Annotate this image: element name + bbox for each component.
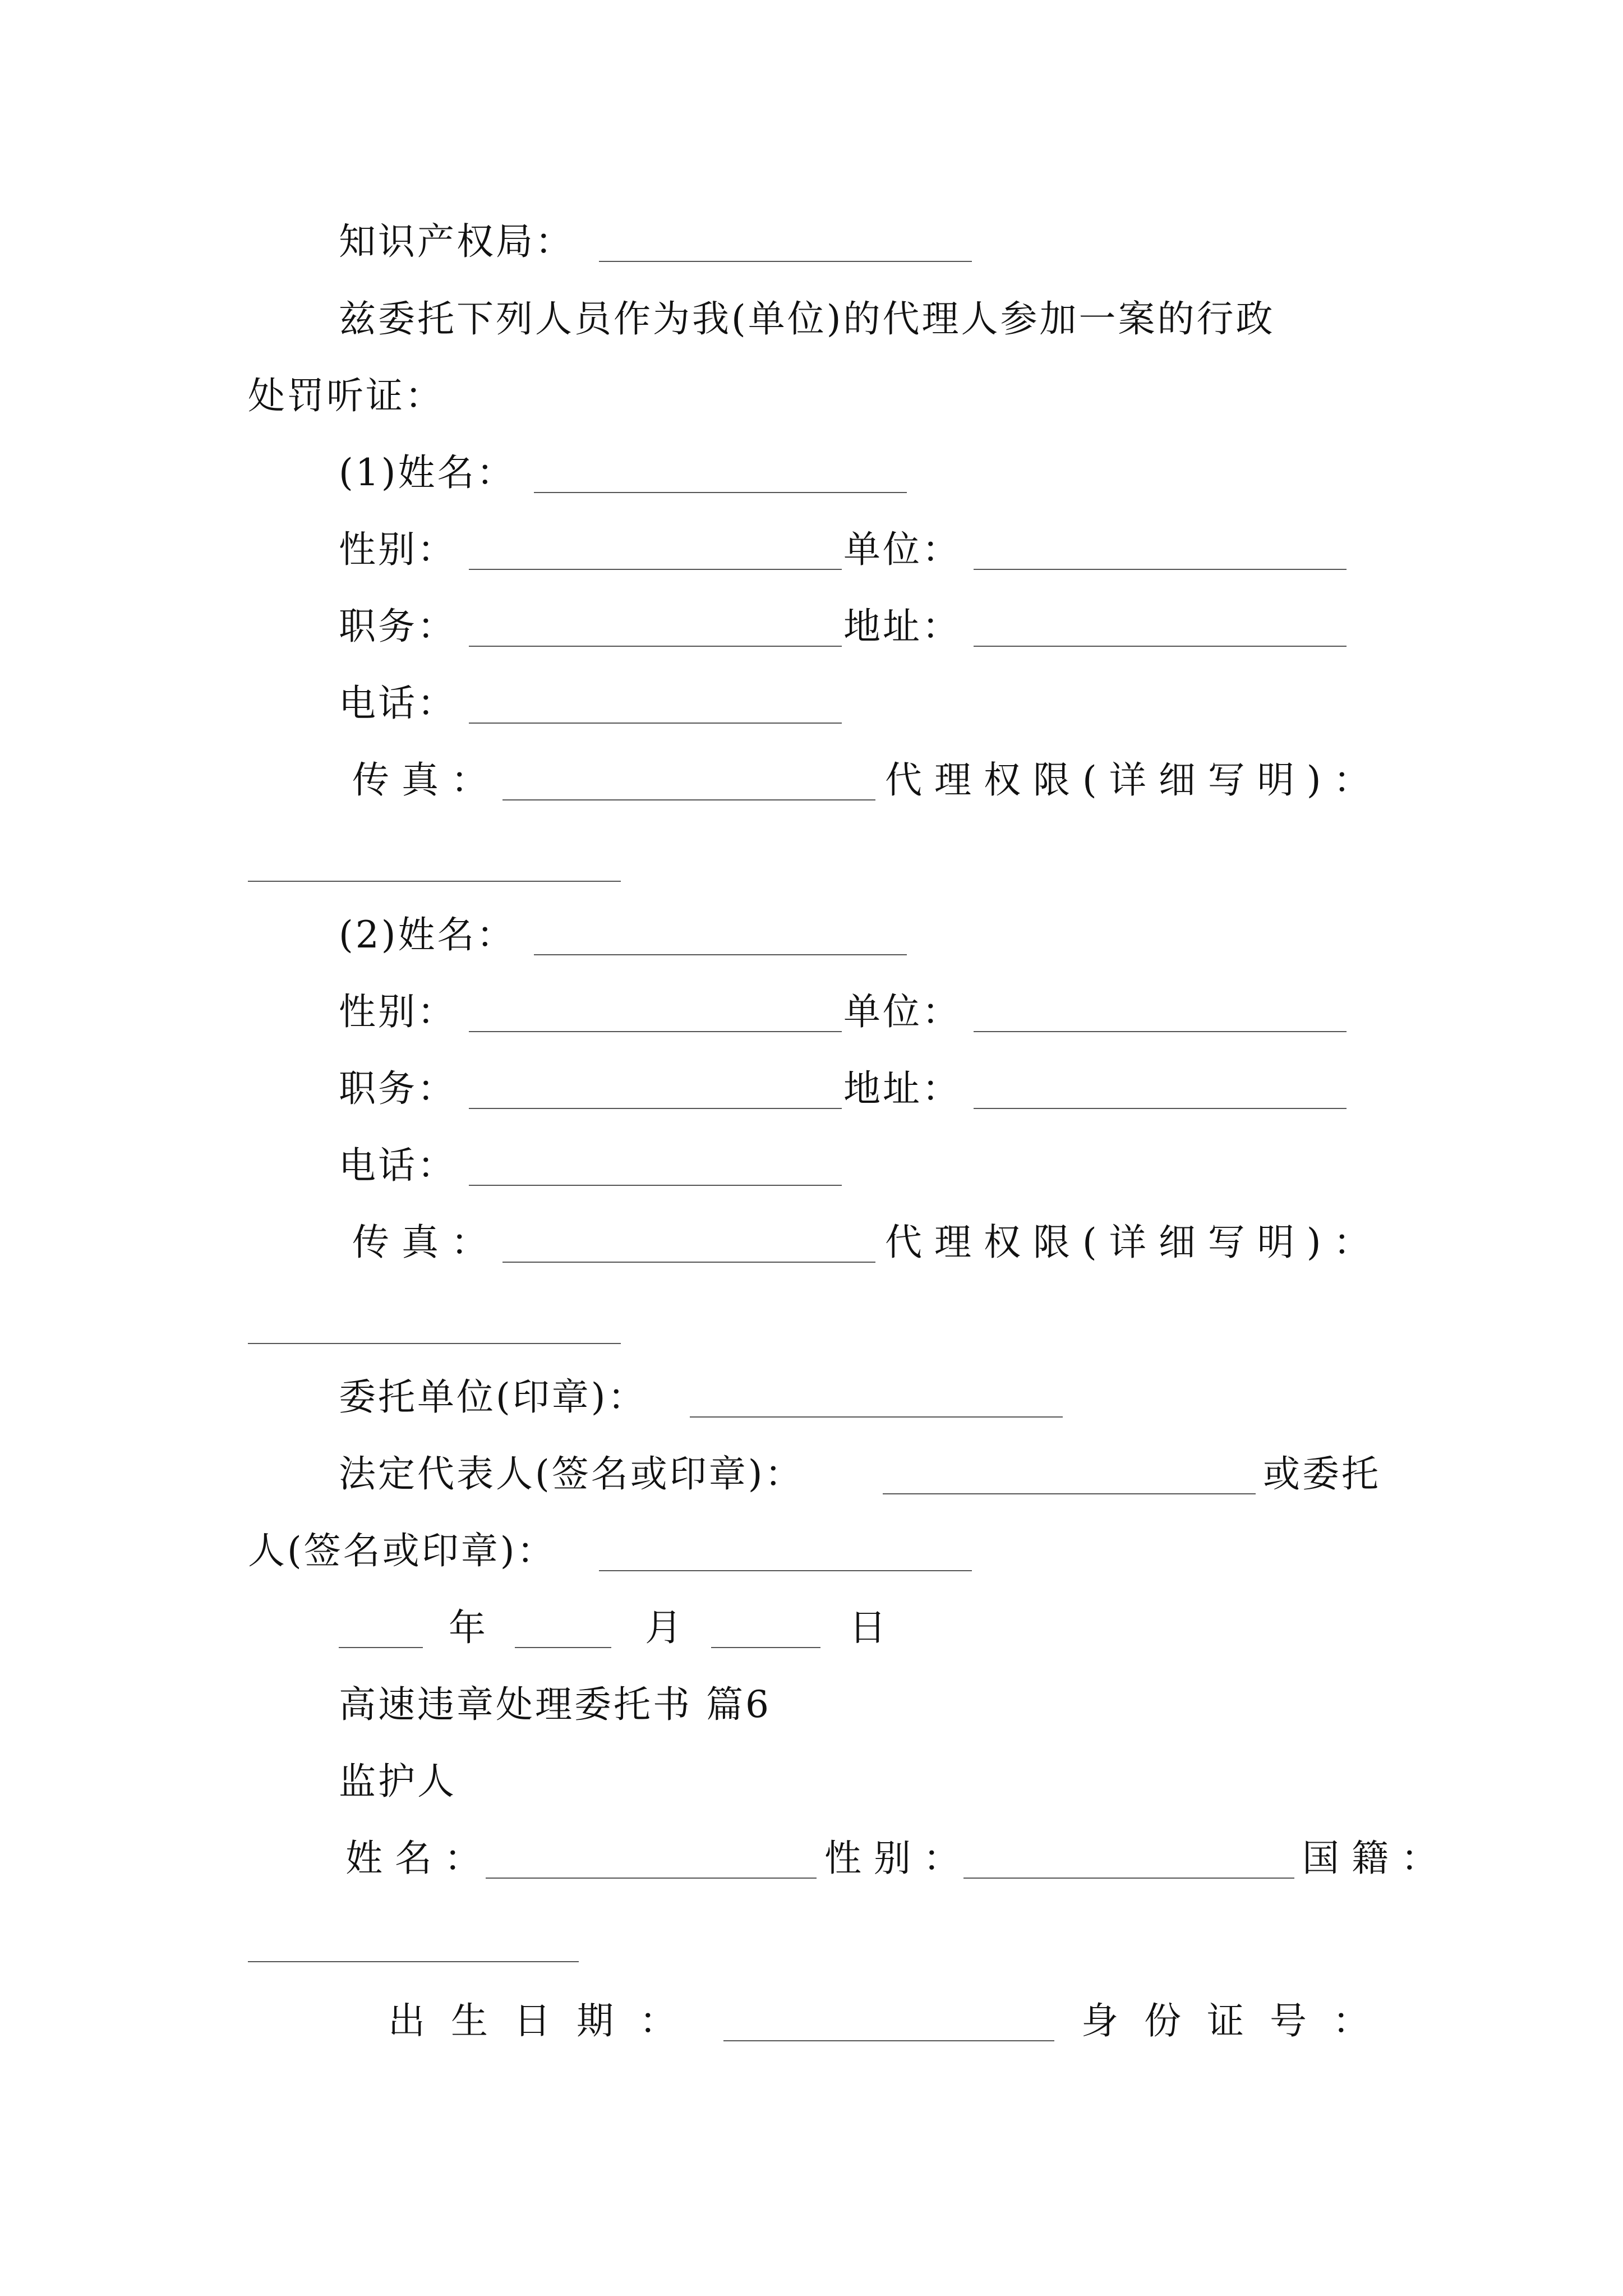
month-blank[interactable] bbox=[515, 1647, 611, 1648]
year-label: 年 bbox=[449, 1606, 488, 1649]
entrusting-unit-label: 委托单位(印章)： bbox=[339, 1375, 647, 1419]
ip-office-blank[interactable] bbox=[599, 261, 972, 262]
agent1-phone-label: 电话： bbox=[339, 682, 457, 725]
agent1-address-blank[interactable] bbox=[974, 646, 1347, 647]
agent2-unit-blank[interactable] bbox=[974, 1031, 1347, 1032]
agent1-position-blank[interactable] bbox=[469, 646, 842, 647]
intro-line-2: 处罚听证： bbox=[248, 374, 444, 417]
agent2-gender-label: 性别： bbox=[339, 990, 457, 1033]
birth-date-label: 出生日期： bbox=[388, 1999, 702, 2042]
intro-line-1: 兹委托下列人员作为我(单位)的代理人参加一案的行政 bbox=[339, 297, 1275, 341]
guardian-gender-blank[interactable] bbox=[963, 1878, 1294, 1879]
nationality-label: 国籍： bbox=[1302, 1837, 1450, 1880]
agent1-name-label: (1)姓名： bbox=[339, 451, 516, 494]
guardian-gender-label: 性别： bbox=[824, 1837, 972, 1880]
nationality-blank[interactable] bbox=[248, 1961, 579, 1962]
section-title: 高速违章处理委托书 篇6 bbox=[339, 1683, 771, 1726]
month-label: 月 bbox=[645, 1606, 684, 1649]
guardian-name-label: 姓名： bbox=[345, 1837, 494, 1880]
legal-rep-label: 法定代表人(签名或印章)： bbox=[339, 1452, 804, 1496]
day-label: 日 bbox=[849, 1606, 888, 1649]
agent1-address-label: 地址： bbox=[843, 605, 961, 648]
agent2-gender-blank[interactable] bbox=[469, 1031, 842, 1032]
agent1-authority-blank[interactable] bbox=[248, 881, 621, 882]
agent1-authority-label: 代理权限(详细写明)： bbox=[885, 758, 1383, 802]
id-number-label: 身份证号： bbox=[1081, 1999, 1395, 2042]
agent1-name-blank[interactable] bbox=[534, 492, 907, 493]
agent1-gender-blank[interactable] bbox=[469, 569, 842, 570]
agent2-phone-blank[interactable] bbox=[469, 1185, 842, 1186]
agent2-phone-label: 电话： bbox=[339, 1144, 457, 1187]
ip-office-label: 知识产权局： bbox=[339, 220, 574, 263]
entrusting-unit-blank[interactable] bbox=[690, 1416, 1063, 1418]
legal-rep-blank[interactable] bbox=[883, 1493, 1256, 1494]
entrustee-label: 人(签名或印章)： bbox=[248, 1529, 556, 1572]
agent2-name-label: (2)姓名： bbox=[339, 913, 516, 956]
agent1-position-label: 职务： bbox=[339, 605, 457, 648]
agent1-phone-blank[interactable] bbox=[469, 723, 842, 724]
agent1-fax-blank[interactable] bbox=[502, 799, 875, 800]
agent1-fax-label: 传真： bbox=[352, 758, 500, 802]
agent2-authority-label: 代理权限(详细写明)： bbox=[885, 1221, 1383, 1264]
year-blank[interactable] bbox=[339, 1647, 423, 1648]
agent2-name-blank[interactable] bbox=[534, 954, 907, 955]
guardian-name-blank[interactable] bbox=[486, 1878, 817, 1879]
agent2-position-blank[interactable] bbox=[469, 1108, 842, 1109]
agent1-unit-label: 单位： bbox=[843, 528, 961, 571]
agent2-fax-label: 传真： bbox=[352, 1221, 500, 1264]
agent2-fax-blank[interactable] bbox=[502, 1262, 875, 1263]
agent2-unit-label: 单位： bbox=[843, 990, 961, 1033]
agent1-unit-blank[interactable] bbox=[974, 569, 1347, 570]
entrustee-blank[interactable] bbox=[599, 1570, 972, 1571]
agent2-address-blank[interactable] bbox=[974, 1108, 1347, 1109]
day-blank[interactable] bbox=[711, 1647, 820, 1648]
guardian-heading: 监护人 bbox=[339, 1760, 457, 1803]
birth-date-blank[interactable] bbox=[723, 2040, 1054, 2041]
or-entrust-text: 或委托 bbox=[1263, 1452, 1381, 1496]
agent2-address-label: 地址： bbox=[843, 1067, 961, 1110]
agent2-authority-blank[interactable] bbox=[248, 1343, 621, 1344]
agent2-position-label: 职务： bbox=[339, 1067, 457, 1110]
agent1-gender-label: 性别： bbox=[339, 528, 457, 571]
